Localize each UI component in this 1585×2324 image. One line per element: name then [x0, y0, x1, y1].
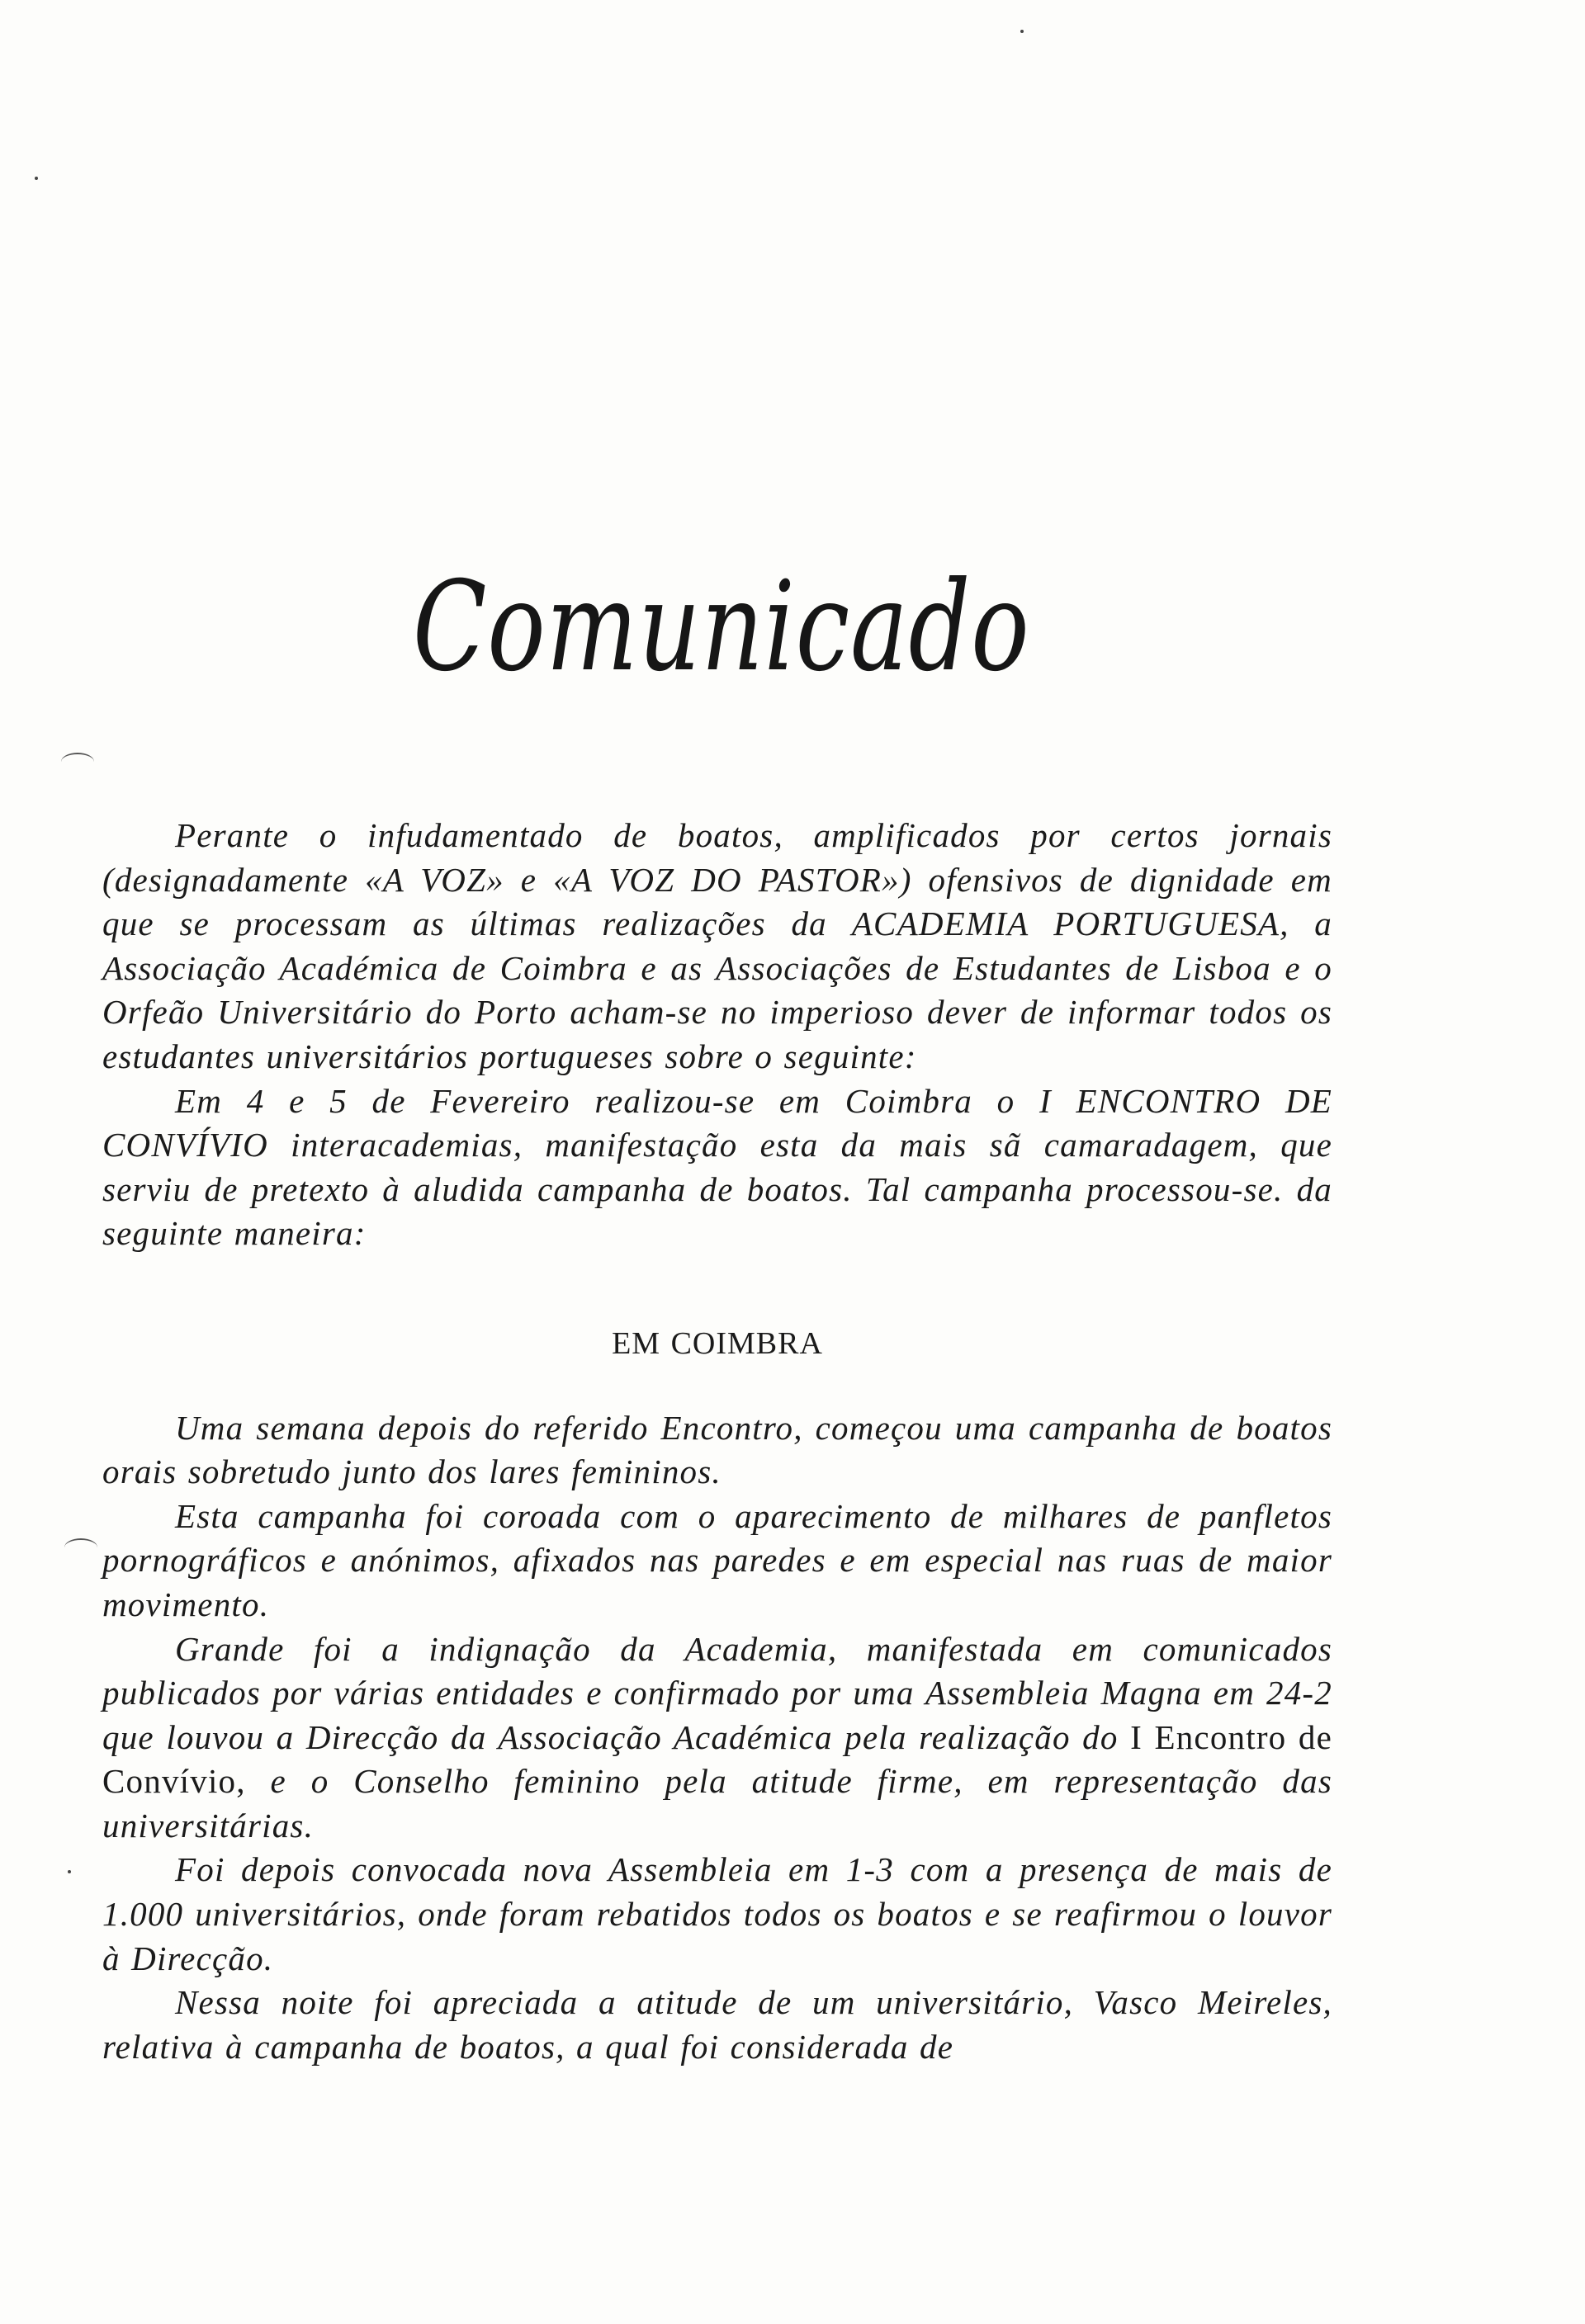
paragraph: Perante o infudamentado de boatos, amplificados por certos jornais (designadamente «A VOZ» e «A VOZ DO PASTOR») ofensivos de dignidade em que se processam as últimas realizações da ACADEMIA PORTUGUESA, a Associação Académica de Coimbra e as Associações de Estudantes de Lisboa e o Orfeão Universitário do Porto acham-se no imperioso dever de informar todos os estudantes universitários portugueses sobre o seguinte:: [102, 816, 1332, 1075]
speck: [1020, 30, 1024, 33]
paragraph-text-roman: I Encontro de Convívio,: [102, 1717, 1332, 1801]
section-heading: EM COIMBRA: [612, 1325, 823, 1361]
paragraph-text: e o Conselho feminino pela atitude firme, em representação das universitárias.: [102, 1762, 1332, 1845]
speck: [68, 1870, 71, 1873]
margin-mark: [64, 1538, 97, 1556]
document-body: [102, 814, 1332, 2069]
document-title: Comunicado: [413, 555, 1030, 699]
margin-mark: [61, 753, 94, 771]
paragraph: Foi depois convocada nova Assembleia em 1-3 com a presença de mais de 1.000 universitários, onde foram rebatidos todos os boatos e se reafirmou o louvor à Direcção.: [102, 1850, 1332, 1977]
paragraph: Uma semana depois do referido Encontro, começou uma campanha de boatos orais sobretudo junto dos lares femininos.: [102, 1408, 1332, 1491]
paragraph-text: Grande foi a indignação da Academia, manifestada em comunicados publicados por várias entidades e confirmado por uma Assembleia Magna em 24-2 que louvou a Direcção da Associação Académica pela realização do: [102, 1629, 1332, 1756]
speck: [35, 177, 38, 180]
paragraph: Nessa noite foi apreciada a atitude de um universitário, Vasco Meireles, relativa à campanha de boatos, a qual foi considerada de: [102, 1983, 1332, 2066]
paragraph: [102, 1627, 1332, 1849]
paragraph: Em 4 e 5 de Fevereiro realizou-se em Coimbra o I ENCONTRO DE CONVÍVIO interacademias, manifestação esta da mais sã camaradagem, que serviu de pretexto à aludida campanha de boatos. Tal campanha processou-se. da seguinte maneira:: [102, 1081, 1332, 1253]
paragraph: Esta campanha foi coroada com o aparecimento de milhares de panfletos pornográficos e anónimos, afixados nas paredes e em especial nas ruas de maior movimento.: [102, 1496, 1332, 1623]
